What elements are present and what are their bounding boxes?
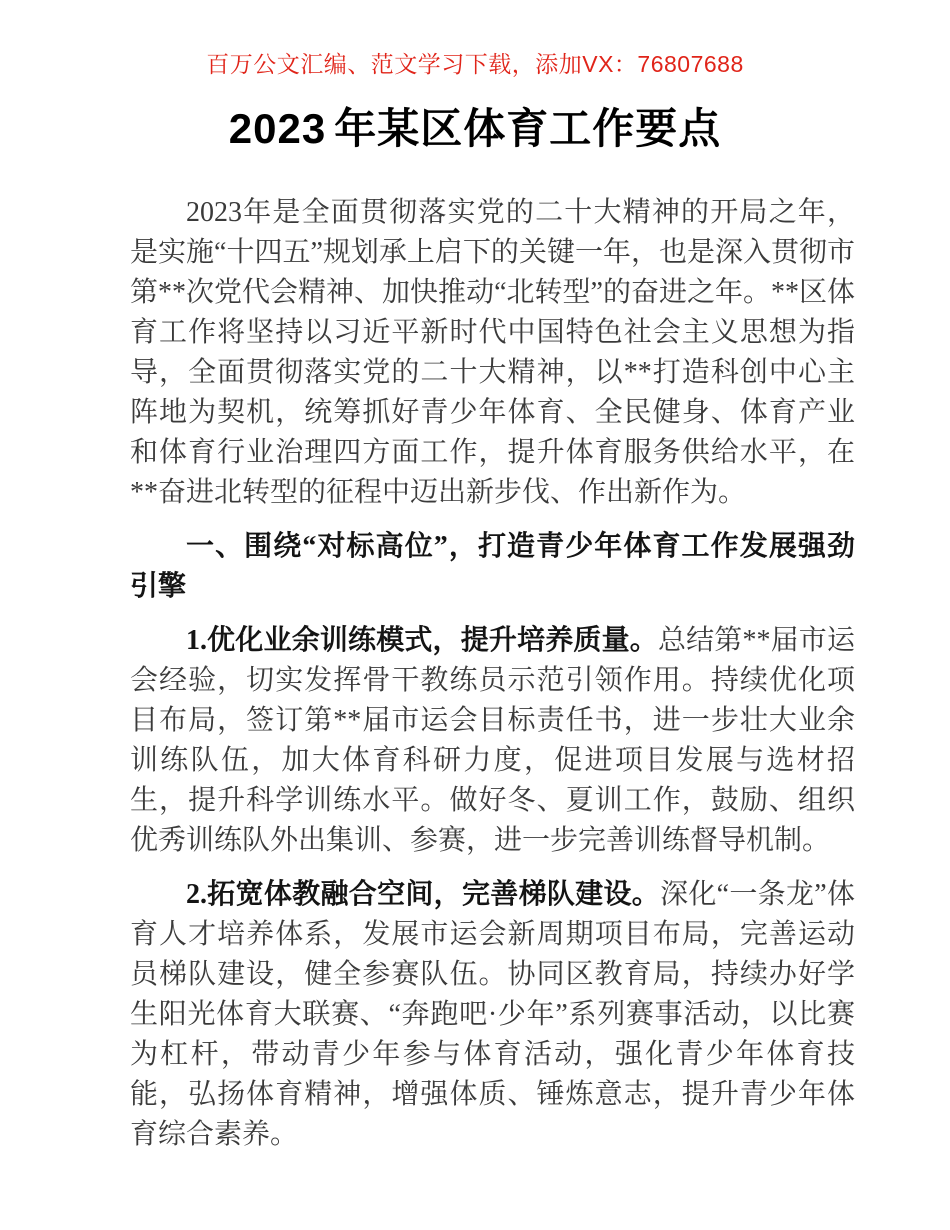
title-text: 年某区体育工作要点 <box>334 107 722 153</box>
section-1-heading: 一、围绕“对标高位”，打造青少年体育工作发展强劲引擎 <box>130 531 855 602</box>
item-2-paragraph <box>130 875 855 1155</box>
document-title <box>0 104 950 155</box>
intro-paragraph: 2023年是全面贯彻落实党的二十大精神的开局之年，是实施“十四五”规划承上启下的关键一年，也是深入贯彻市第**次党代会精神、加快推动“北转型”的奋进之年。**区体育工作将坚持以习近平新时代中国特色社会主义思想为指导，全面贯彻落实党的二十大精神，以**打造科创中心主阵地为契机，统筹抓好青少年体育、全民健身、体育产业和体育行业治理四方面工作，提升体育服务供给水平，在**奋进北转型的征程中迈出新步伐、作出新作为。 <box>130 197 855 508</box>
item-2-lead: 2.拓宽体教融合空间，完善梯队建设。 <box>186 879 661 910</box>
item-1-lead: 1.优化业余训练模式，提升培养质量。 <box>186 625 658 656</box>
item-1-body-text: 总结第**届市运会经验，切实发挥骨干教练员示范引领作用。持续优化项目布局，签订第**届市运会目标责任书，进一步壮大业余训练队伍，加大体育科研力度，促进项目发展与选材招生，提升科学训练水平。做好冬、夏训工作，鼓励、组织优秀训练队外出集训、参赛，进一步完善训练督导机制。 <box>130 625 855 856</box>
item-1-paragraph <box>130 621 855 861</box>
title-year-number: 2023 <box>228 105 327 152</box>
document-body <box>0 193 950 1155</box>
promo-banner-text: 百万公文汇编、范文学习下载，添加VX：76807688 <box>206 51 744 77</box>
item-2-body-text: 深化“一条龙”体育人才培养体系，发展市运会新周期项目布局，完善运动员梯队建设，健全参赛队伍。协同区教育局，持续办好学生阳光体育大联赛、“奔跑吧·少年”系列赛事活动，以比赛为杠杆，带动青少年参与体育活动，强化青少年体育技能，弘扬体育精神，增强体质、锤炼意志，提升青少年体育综合素养。 <box>130 879 855 1150</box>
